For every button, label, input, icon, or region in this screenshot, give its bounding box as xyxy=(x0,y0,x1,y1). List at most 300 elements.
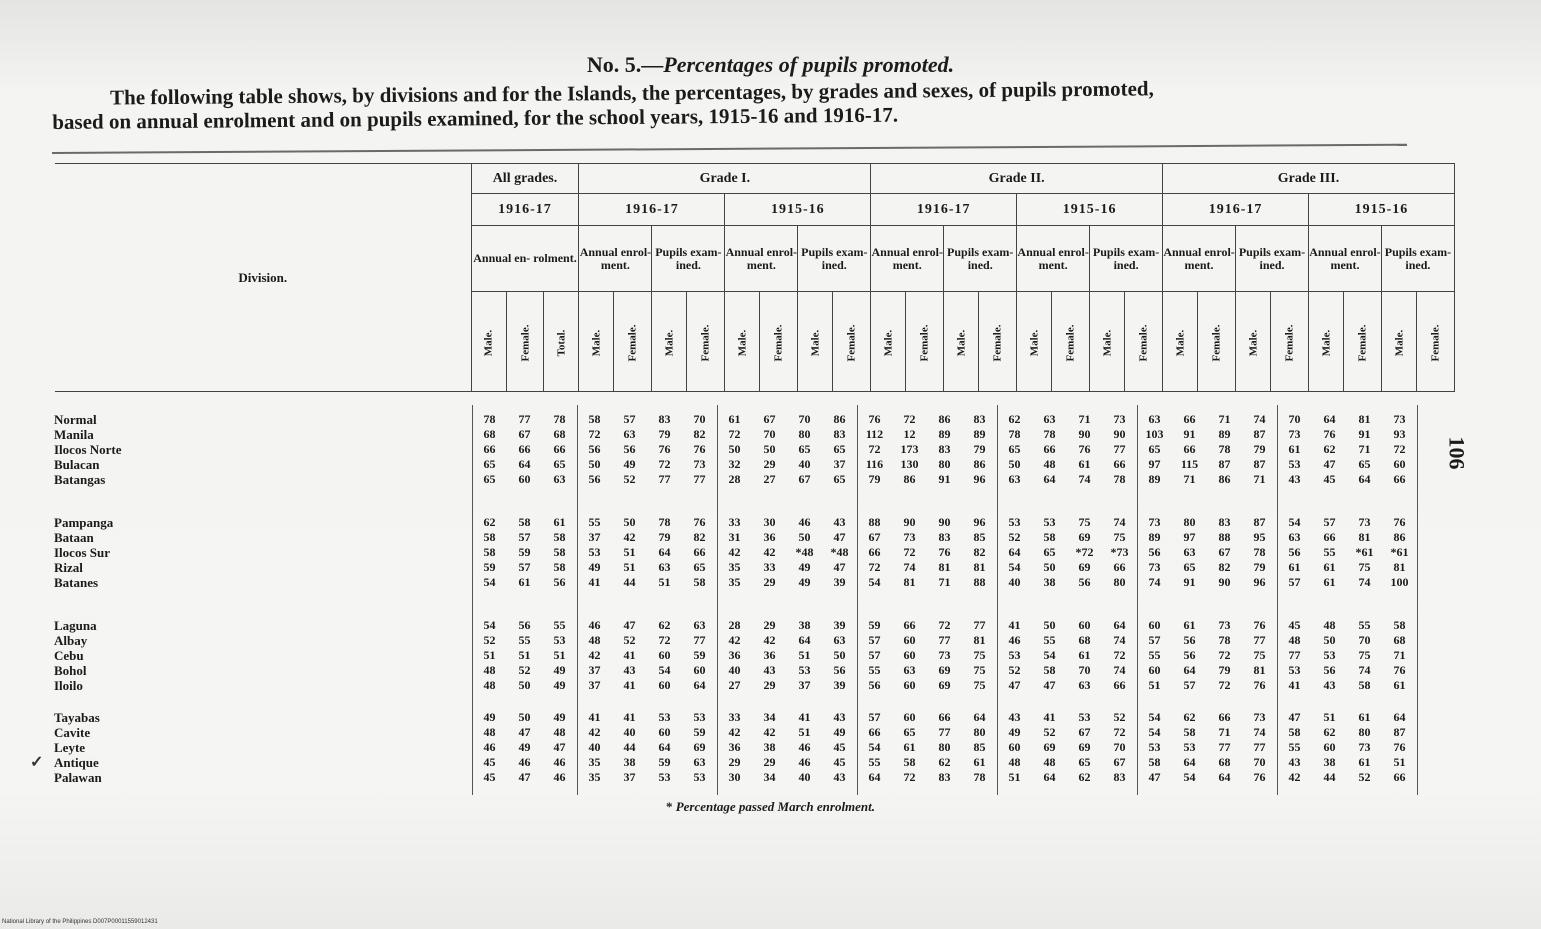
table-cell: 52 xyxy=(1008,530,1021,544)
division-header: Division. xyxy=(55,164,471,392)
table-cell: 82 xyxy=(973,545,986,559)
column-rule xyxy=(717,405,718,795)
table-cell: 48 xyxy=(1288,633,1301,647)
table-cell: 81 xyxy=(973,560,986,574)
kind-header: Pupils exam- ined. xyxy=(944,226,1017,292)
table-cell: 30 xyxy=(763,515,776,529)
table-cell: 49 xyxy=(553,678,566,692)
division-name: Bataan xyxy=(54,530,464,545)
table-cell: 42 xyxy=(588,725,601,739)
division-name: Batangas xyxy=(54,472,464,487)
sex-header: Female. xyxy=(687,292,725,392)
page-number: 106 xyxy=(1444,436,1470,470)
table-cell: 74 xyxy=(1358,575,1371,589)
table-cell: 65 xyxy=(553,457,566,471)
table-cell: 83 xyxy=(1218,515,1231,529)
table-cell: 37 xyxy=(833,457,846,471)
table-cell: 48 xyxy=(1008,755,1021,769)
table-cell: 42 xyxy=(763,633,776,647)
table-cell: 50 xyxy=(588,457,601,471)
kind-header: Pupils exam- ined. xyxy=(1090,226,1163,292)
table-cell: 47 xyxy=(623,618,636,632)
table-cell: 50 xyxy=(763,442,776,456)
table-cell: 88 xyxy=(973,575,986,589)
table-cell: 57 xyxy=(1323,515,1336,529)
table-cell: 53 xyxy=(1008,515,1021,529)
table-cell: 36 xyxy=(763,530,776,544)
table-cell: 85 xyxy=(973,530,986,544)
table-cell: 67 xyxy=(868,530,881,544)
table-cell: 52 xyxy=(1008,663,1021,677)
table-cell: 63 xyxy=(903,663,916,677)
division-name: Antique xyxy=(54,755,464,770)
table-cell: 64 xyxy=(658,545,671,559)
table-cell: 55 xyxy=(588,515,601,529)
table-cell: 59 xyxy=(693,725,706,739)
table-cell: 47 xyxy=(518,725,531,739)
table-cell: 53 xyxy=(798,663,811,677)
table-cell: 60 xyxy=(1148,618,1161,632)
table-cell: 38 xyxy=(798,618,811,632)
table-cell: 70 xyxy=(1113,740,1126,754)
table-cell: 54 xyxy=(868,575,881,589)
table-cell: 58 xyxy=(1183,725,1196,739)
table-cell: 38 xyxy=(763,740,776,754)
table-cell: 61 xyxy=(1323,560,1336,574)
table-cell: 76 xyxy=(1323,427,1336,441)
table-cell: 40 xyxy=(798,457,811,471)
table-cell: 56 xyxy=(1078,575,1091,589)
column-rule xyxy=(1417,405,1418,795)
table-cell: 47 xyxy=(1008,678,1021,692)
table-cell: 65 xyxy=(1183,560,1196,574)
table-cell: 40 xyxy=(588,740,601,754)
table-cell: 73 xyxy=(938,648,951,662)
table-cell: 66 xyxy=(1218,710,1231,724)
table-cell: 29 xyxy=(763,575,776,589)
kind-header: Pupils exam- ined. xyxy=(652,226,725,292)
table-cell: 41 xyxy=(1043,710,1056,724)
table-cell: 53 xyxy=(1288,663,1301,677)
table-cell: 46 xyxy=(483,740,496,754)
table-cell: 70 xyxy=(798,412,811,426)
table-cell: 38 xyxy=(1323,755,1336,769)
table-cell: 52 xyxy=(623,633,636,647)
table-cell: 80 xyxy=(1358,725,1371,739)
table-cell: 63 xyxy=(1078,678,1091,692)
table-cell: 60 xyxy=(693,663,706,677)
table-cell: 61 xyxy=(553,515,566,529)
sex-header: Total. xyxy=(544,292,579,392)
table-cell: *48 xyxy=(795,545,814,559)
table-cell: 72 xyxy=(1113,725,1126,739)
table-cell: 68 xyxy=(1393,633,1406,647)
table-cell: 53 xyxy=(1148,740,1161,754)
table-cell: 70 xyxy=(1288,412,1301,426)
table-cell: 31 xyxy=(728,530,741,544)
table-cell: 50 xyxy=(1008,457,1021,471)
table-cell: 72 xyxy=(1113,648,1126,662)
column-rule xyxy=(857,405,858,795)
table-cell: 72 xyxy=(903,770,916,784)
table-cell: 55 xyxy=(518,633,531,647)
table-cell: 78 xyxy=(1043,427,1056,441)
table-cell: 73 xyxy=(1358,515,1371,529)
table-cell: 71 xyxy=(1078,412,1091,426)
table-cell: 46 xyxy=(798,515,811,529)
table-cell: 87 xyxy=(1218,457,1231,471)
table-cell: 40 xyxy=(1008,575,1021,589)
table-cell: 96 xyxy=(973,515,986,529)
table-cell: 42 xyxy=(728,725,741,739)
table-cell: 67 xyxy=(798,472,811,486)
table-cell: 61 xyxy=(1288,560,1301,574)
table-cell: 75 xyxy=(1113,530,1126,544)
table-cell: 81 xyxy=(973,633,986,647)
table-cell: 51 xyxy=(658,575,671,589)
table-cell: *61 xyxy=(1355,545,1374,559)
table-cell: 60 xyxy=(903,648,916,662)
table-cell: 61 xyxy=(1358,710,1371,724)
table-cell: 61 xyxy=(1183,618,1196,632)
table-cell: 29 xyxy=(763,755,776,769)
table-cell: 65 xyxy=(1148,442,1161,456)
table-cell: 65 xyxy=(833,442,846,456)
table-cell: 70 xyxy=(1253,755,1266,769)
table-cell: 65 xyxy=(903,725,916,739)
table-cell: 46 xyxy=(553,755,566,769)
table-cell: 76 xyxy=(1253,618,1266,632)
table-cell: 67 xyxy=(1078,725,1091,739)
table-cell: 62 xyxy=(1008,412,1021,426)
table-cell: 49 xyxy=(623,457,636,471)
table-cell: 49 xyxy=(833,725,846,739)
table-cell: 47 xyxy=(1323,457,1336,471)
kind-header: Annual enrol- ment. xyxy=(725,226,798,292)
table-cell: 79 xyxy=(973,442,986,456)
table-cell: 46 xyxy=(588,618,601,632)
division-name: Batanes xyxy=(54,575,464,590)
group-grade-1: Grade I. xyxy=(579,164,871,194)
table-cell: 66 xyxy=(1043,442,1056,456)
table-cell: 62 xyxy=(658,618,671,632)
table-cell: 28 xyxy=(728,618,741,632)
table-cell: 49 xyxy=(553,710,566,724)
table-cell: 66 xyxy=(1113,678,1126,692)
table-cell: 69 xyxy=(938,678,951,692)
table-cell: 58 xyxy=(1043,530,1056,544)
table-cell: 33 xyxy=(763,560,776,574)
table-cell: 43 xyxy=(833,770,846,784)
table-cell: 72 xyxy=(1393,442,1406,456)
table-cell: 46 xyxy=(798,740,811,754)
table-cell: 64 xyxy=(1358,472,1371,486)
table-cell: 53 xyxy=(1008,648,1021,662)
table-cell: 62 xyxy=(1323,725,1336,739)
division-name: Iloilo xyxy=(54,678,464,693)
table-cell: 44 xyxy=(1323,770,1336,784)
table-cell: 91 xyxy=(938,472,951,486)
table-cell: 61 xyxy=(903,740,916,754)
table-cell: 61 xyxy=(1358,755,1371,769)
table-cell: 67 xyxy=(763,412,776,426)
table-cell: 76 xyxy=(1393,663,1406,677)
table-cell: 77 xyxy=(1218,740,1231,754)
table-cell: 60 xyxy=(1078,618,1091,632)
table-cell: 71 xyxy=(1218,725,1231,739)
table-cell: 72 xyxy=(938,618,951,632)
division-name: Rizal xyxy=(54,560,464,575)
table-cell: 60 xyxy=(658,678,671,692)
table-cell: 58 xyxy=(553,560,566,574)
table-cell: 48 xyxy=(483,725,496,739)
table-cell: 71 xyxy=(1358,442,1371,456)
table-cell: 75 xyxy=(1358,560,1371,574)
table-cell: 88 xyxy=(868,515,881,529)
table-cell: 29 xyxy=(763,457,776,471)
table-cell: 86 xyxy=(833,412,846,426)
table-cell: 67 xyxy=(1113,755,1126,769)
table-cell: 61 xyxy=(973,755,986,769)
table-cell: 54 xyxy=(1148,710,1161,724)
table-cell: 69 xyxy=(1078,560,1091,574)
table-cell: 56 xyxy=(833,663,846,677)
sex-header: Female. xyxy=(1198,292,1236,392)
table-cell: 75 xyxy=(973,648,986,662)
table-cell: 58 xyxy=(588,412,601,426)
kind-header: Annual enrol- ment. xyxy=(871,226,944,292)
table-cell: 29 xyxy=(763,618,776,632)
table-cell: 56 xyxy=(518,618,531,632)
table-cell: 66 xyxy=(1113,560,1126,574)
table-cell: 53 xyxy=(693,710,706,724)
table-cell: 75 xyxy=(1358,648,1371,662)
table-cell: 53 xyxy=(1183,740,1196,754)
table-cell: 62 xyxy=(1183,710,1196,724)
table-cell: 78 xyxy=(1113,472,1126,486)
table-cell: 86 xyxy=(938,412,951,426)
table-cell: 50 xyxy=(798,530,811,544)
table-cell: 57 xyxy=(1148,633,1161,647)
table-cell: 77 xyxy=(973,618,986,632)
table-cell: 64 xyxy=(1323,412,1336,426)
table-cell: 63 xyxy=(553,472,566,486)
table-cell: 56 xyxy=(1323,663,1336,677)
table-cell: 52 xyxy=(518,663,531,677)
table-cell: 54 xyxy=(1043,648,1056,662)
table-cell: 42 xyxy=(588,648,601,662)
table-cell: 63 xyxy=(1043,412,1056,426)
table-cell: 73 xyxy=(1253,710,1266,724)
sex-header: Male. xyxy=(1381,292,1416,392)
table-cell: 53 xyxy=(553,633,566,647)
table-cell: 56 xyxy=(868,678,881,692)
table-cell: 86 xyxy=(973,457,986,471)
table-cell: 62 xyxy=(938,755,951,769)
table-cell: 61 xyxy=(518,575,531,589)
table-cell: 54 xyxy=(868,740,881,754)
sex-header: Female. xyxy=(1125,292,1163,392)
table-cell: 69 xyxy=(1078,530,1091,544)
table-cell: 50 xyxy=(728,442,741,456)
sex-header: Male. xyxy=(1163,292,1198,392)
table-cell: 68 xyxy=(553,427,566,441)
table-cell: 81 xyxy=(1253,663,1266,677)
table-cell: 35 xyxy=(588,770,601,784)
table-cell: 60 xyxy=(1008,740,1021,754)
table-cell: 37 xyxy=(588,678,601,692)
table-cell: 58 xyxy=(903,755,916,769)
table-cell: 65 xyxy=(1008,442,1021,456)
table-cell: 81 xyxy=(938,560,951,574)
table-cell: 55 xyxy=(553,618,566,632)
table-cell: 34 xyxy=(763,710,776,724)
table-cell: 96 xyxy=(973,472,986,486)
kind-header: Annual enrol- ment. xyxy=(1163,226,1236,292)
table-cell: 71 xyxy=(1218,412,1231,426)
table-cell: 47 xyxy=(1043,678,1056,692)
table-cell: 91 xyxy=(1183,575,1196,589)
table-cell: 64 xyxy=(1113,618,1126,632)
table-cell: 66 xyxy=(903,618,916,632)
column-rule xyxy=(997,405,998,795)
table-cell: 48 xyxy=(588,633,601,647)
table-cell: 47 xyxy=(553,740,566,754)
table-cell: 82 xyxy=(693,427,706,441)
intro-line-1: The following table shows, by divisions and for the Islands, the percentages, by grades and sexes, of pupils promoted, xyxy=(109,76,1154,110)
table-cell: 75 xyxy=(1253,648,1266,662)
table-cell: 60 xyxy=(518,472,531,486)
year-header: 1915-16 xyxy=(1017,194,1163,226)
table-cell: 40 xyxy=(798,770,811,784)
table-cell: 48 xyxy=(553,725,566,739)
table-cell: 66 xyxy=(1183,412,1196,426)
table-cell: 53 xyxy=(1043,515,1056,529)
table-cell: 71 xyxy=(1183,472,1196,486)
table-cell: 83 xyxy=(658,412,671,426)
table-cell: 57 xyxy=(868,710,881,724)
table-cell: 47 xyxy=(518,770,531,784)
table-cell: 75 xyxy=(1078,515,1091,529)
sex-header: Female. xyxy=(506,292,544,392)
table-cell: 83 xyxy=(938,770,951,784)
table-cell: 38 xyxy=(623,755,636,769)
table-cell: 78 xyxy=(973,770,986,784)
table-cell: 81 xyxy=(1358,530,1371,544)
division-name: Pampanga xyxy=(54,515,464,530)
table-cell: 65 xyxy=(483,472,496,486)
table-cell: 86 xyxy=(903,472,916,486)
table-cell: 73 xyxy=(1358,740,1371,754)
table-cell: 56 xyxy=(1148,545,1161,559)
table-cell: 66 xyxy=(483,442,496,456)
table-header xyxy=(55,163,1455,392)
table-cell: 48 xyxy=(483,663,496,677)
table-cell: 51 xyxy=(623,545,636,559)
sex-header: Male. xyxy=(1090,292,1125,392)
table-cell: 64 xyxy=(798,633,811,647)
table-cell: 66 xyxy=(553,442,566,456)
table-cell: 77 xyxy=(1288,648,1301,662)
table-cell: 42 xyxy=(763,545,776,559)
table-cell: 27 xyxy=(728,678,741,692)
table-cell: 71 xyxy=(1253,472,1266,486)
table-cell: 41 xyxy=(623,710,636,724)
table-cell: 96 xyxy=(1253,575,1266,589)
table-cell: 72 xyxy=(588,427,601,441)
sex-header: Male. xyxy=(944,292,979,392)
table-cell: 57 xyxy=(518,530,531,544)
table-cell: 71 xyxy=(1393,648,1406,662)
table-cell: 173 xyxy=(900,442,919,456)
sex-header: Female. xyxy=(760,292,798,392)
table-cell: 48 xyxy=(483,678,496,692)
table-cell: 81 xyxy=(1393,560,1406,574)
sex-header: Male. xyxy=(1236,292,1271,392)
table-cell: 86 xyxy=(1218,472,1231,486)
table-cell: 66 xyxy=(938,710,951,724)
table-cell: 58 xyxy=(1148,755,1161,769)
table-cell: 65 xyxy=(693,560,706,574)
sex-header: Male. xyxy=(871,292,906,392)
sex-header: Female. xyxy=(1343,292,1381,392)
kind-header: Annual enrol- ment. xyxy=(1017,226,1090,292)
table-cell: 49 xyxy=(518,740,531,754)
table-cell: 51 xyxy=(483,648,496,662)
table-cell: 32 xyxy=(728,457,741,471)
table-cell: 55 xyxy=(868,755,881,769)
table-cell: 73 xyxy=(1218,618,1231,632)
table-cell: 53 xyxy=(588,545,601,559)
table-cell: 72 xyxy=(868,560,881,574)
table-cell: 41 xyxy=(1008,618,1021,632)
table-cell: 74 xyxy=(1253,412,1266,426)
table-cell: 56 xyxy=(1183,648,1196,662)
kind-header: Annual en- rolment. xyxy=(471,226,579,292)
table-cell: 64 xyxy=(1183,663,1196,677)
table-cell: 57 xyxy=(868,633,881,647)
table-cell: 30 xyxy=(728,770,741,784)
table-cell: 64 xyxy=(1043,472,1056,486)
table-cell: 100 xyxy=(1390,575,1409,589)
table-cell: 88 xyxy=(1218,530,1231,544)
table-cell: 58 xyxy=(483,530,496,544)
table-cell: 72 xyxy=(868,442,881,456)
table-cell: 35 xyxy=(728,575,741,589)
table-cell: 68 xyxy=(1078,633,1091,647)
table-cell: 66 xyxy=(1393,472,1406,486)
table-cell: 46 xyxy=(1008,633,1021,647)
table-cell: 90 xyxy=(1218,575,1231,589)
table-cell: 68 xyxy=(483,427,496,441)
table-cell: 63 xyxy=(693,618,706,632)
table-cell: 47 xyxy=(1288,710,1301,724)
table-cell: 76 xyxy=(868,412,881,426)
table-cell: 77 xyxy=(518,412,531,426)
table-cell: 73 xyxy=(1393,412,1406,426)
table-cell: 76 xyxy=(938,545,951,559)
table-cell: 50 xyxy=(518,710,531,724)
table-cell: 53 xyxy=(658,710,671,724)
table-cell: 42 xyxy=(728,633,741,647)
table-cell: 43 xyxy=(1288,755,1301,769)
table-cell: 91 xyxy=(1358,427,1371,441)
table-cell: 60 xyxy=(903,633,916,647)
kind-header: Annual enrol- ment. xyxy=(579,226,652,292)
table-cell: 87 xyxy=(1393,725,1406,739)
kind-header: Pupils exam- ined. xyxy=(798,226,871,292)
table-cell: 27 xyxy=(763,472,776,486)
